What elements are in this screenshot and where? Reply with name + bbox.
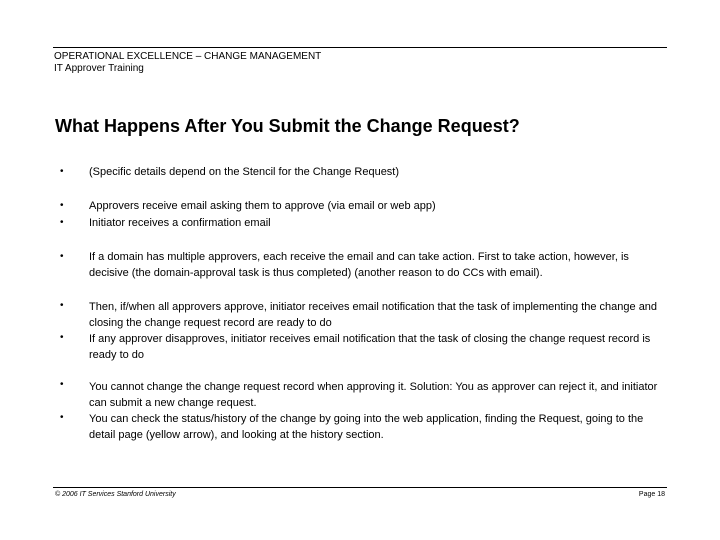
bullet-marker: • <box>60 217 64 228</box>
bullet-marker: • <box>60 251 64 262</box>
bullet-text: You cannot change the change request record when approving it. Solution: You as approver can reject it, and initiator can submit a new change request. <box>89 381 658 409</box>
bullet-marker: • <box>60 300 64 311</box>
page-number: Page 18 <box>638 491 665 498</box>
bullet-marker: • <box>60 412 64 423</box>
bullet-text: If a domain has multiple approvers, each receive the email and can take action. First to take action, however, is decisive (the domain-approval task is thus completed) (another reason to do CCs with email). <box>89 251 629 279</box>
bullet-marker: • <box>60 332 64 343</box>
bullet-marker: • <box>60 166 64 177</box>
header-rule <box>53 47 667 48</box>
bullet-text: Initiator receives a confirmation email <box>89 217 271 229</box>
bullet-text: You can check the status/history of the change by going into the web application, finding the Request, going to the detail page (yellow arrow), and looking at the history section. <box>89 413 644 441</box>
slide-header <box>54 51 321 75</box>
bullet-text: Then, if/when all approvers approve, initiator receives email notification that the task of implementing the change and closing the change request record are ready to do <box>89 301 658 329</box>
bullet-text: Approvers receive email asking them to approve (via email or web app) <box>89 200 436 212</box>
footer-copyright: © 2006 IT Services Stanford University <box>55 491 176 498</box>
bullet-marker: • <box>60 200 64 211</box>
footer-rule <box>53 487 667 488</box>
slide-title: What Happens After You Submit the Change Request? <box>55 116 520 136</box>
bullet-text: If any approver disapproves, initiator receives email notification that the task of closing the change request record is ready to do <box>89 333 651 361</box>
bullet-marker: • <box>60 379 64 390</box>
bullet-text: (Specific details depend on the Stencil for the Change Request) <box>89 166 400 178</box>
header-line-1: OPERATIONAL EXCELLENCE – CHANGE MANAGEMENT <box>54 51 322 62</box>
header-line-2: IT Approver Training <box>54 63 144 74</box>
